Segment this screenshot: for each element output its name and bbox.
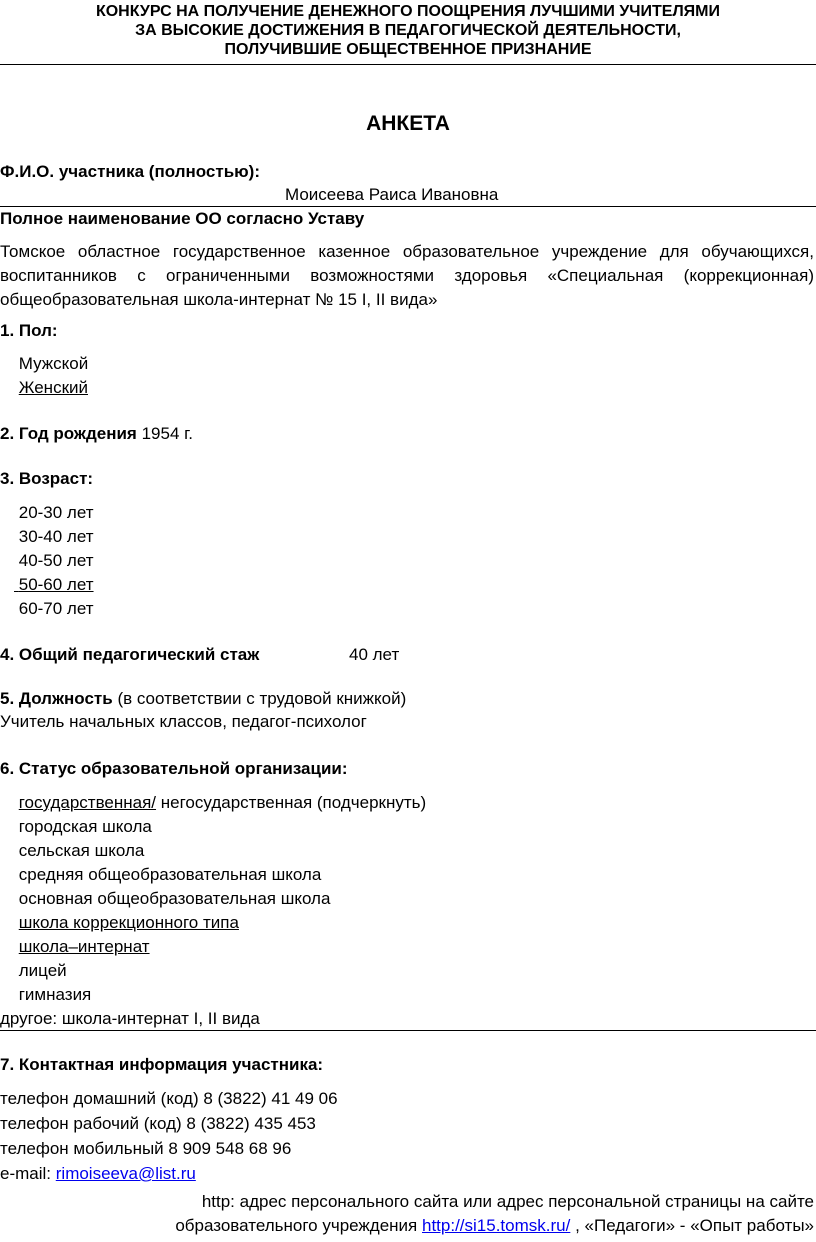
experience-label: 4. Общий педагогический стаж [0, 645, 260, 664]
mobile-phone: телефон мобильный 8 909 548 68 96 [0, 1139, 292, 1158]
status-option-label: городская школа [18, 817, 152, 836]
header-line-3: ПОЛУЧИВШИЕ ОБЩЕСТВЕННОЕ ПРИЗНАНИЕ [224, 41, 592, 58]
age-option-selected[interactable] [0, 573, 94, 597]
birth-year-row [0, 422, 193, 446]
gender-option-label: Мужской [18, 354, 89, 373]
experience-value: 40 лет [349, 645, 400, 664]
status-option-label: лицей [18, 961, 67, 980]
status-option-selected[interactable] [0, 911, 239, 935]
org-name-label: Полное наименование ОО согласно Уставу [0, 209, 365, 228]
form-title: АНКЕТА [366, 112, 450, 135]
work-phone: телефон рабочий (код) 8 (3822) 435 453 [0, 1114, 316, 1133]
org-name-value: Томское областное государственное казенное образовательное учреждение для обучающихся, воспитанников с ограниченными возможностями здоровья «Специальная (коррекционная) общеобразовательная школа-интернат № 15 I, II вида» [0, 242, 814, 309]
birth-year-label: 2. Год рождения [0, 424, 137, 443]
age-option[interactable] [0, 597, 94, 621]
gender-option-label: Женский [18, 378, 88, 397]
site-line-2-suffix: , «Педагоги» - «Опыт работы» [575, 1216, 814, 1235]
email-row [0, 1162, 196, 1186]
position-note: (в соответствии с трудовой книжкой) [117, 689, 407, 708]
status-option[interactable] [0, 887, 330, 911]
status-option[interactable] [0, 983, 91, 1007]
gender-label: 1. Пол: [0, 321, 58, 340]
site-line-1: http: адрес персонального сайта или адрес персональной страницы на сайте [201, 1192, 814, 1211]
email-label: e-mail: [0, 1164, 52, 1183]
fio-value: Моисеева Раиса Ивановна [285, 185, 499, 204]
status-option[interactable] [0, 959, 67, 983]
age-option-label: 60-70 лет [18, 599, 94, 618]
fio-label: Ф.И.О. участника (полностью): [0, 162, 260, 181]
status-other: другое: школа-интернат I, II вида [0, 1009, 260, 1028]
site-line-2 [175, 1214, 814, 1238]
age-option[interactable] [0, 549, 94, 573]
age-option[interactable] [0, 525, 94, 549]
gender-option-female[interactable] [0, 376, 88, 400]
status-option[interactable] [0, 863, 321, 887]
gender-option-male[interactable] [0, 352, 88, 376]
age-option[interactable] [0, 501, 94, 525]
status-option-label: средняя общеобразовательная школа [18, 865, 322, 884]
status-state-selected: государственная/ [18, 793, 157, 812]
header-line-1: КОНКУРС НА ПОЛУЧЕНИЕ ДЕНЕЖНОГО ПООЩРЕНИЯ ЛУЧШИМИ УЧИТЕЛЯМИ [95, 3, 721, 20]
status-option[interactable] [0, 815, 152, 839]
home-phone: телефон домашний (код) 8 (3822) 41 49 06 [0, 1089, 338, 1108]
contacts-label: 7. Контактная информация участника: [0, 1055, 324, 1074]
status-option-label: основная общеобразовательная школа [18, 889, 331, 908]
position-label: 5. Должность [0, 689, 113, 708]
age-option-label: 20-30 лет [18, 503, 94, 522]
status-option-label: сельская школа [18, 841, 145, 860]
status-option-label: школа коррекционного типа [18, 913, 239, 932]
status-option-selected[interactable] [0, 935, 150, 959]
status-state-option[interactable] [0, 791, 426, 815]
position-label-row [0, 687, 406, 711]
status-option-label: гимназия [18, 985, 92, 1004]
age-option-label: 40-50 лет [18, 551, 94, 570]
status-label: 6. Статус образовательной организации: [0, 759, 348, 778]
site-line-2-prefix: образовательного учреждения [175, 1216, 418, 1235]
header-line-2: ЗА ВЫСОКИЕ ДОСТИЖЕНИЯ В ПЕДАГОГИЧЕСКОЙ ДЕЯТЕЛЬНОСТИ, [135, 22, 681, 39]
contest-header [0, 0, 816, 65]
age-label: 3. Возраст: [0, 469, 94, 488]
position-value: Учитель начальных классов, педагог-психолог [0, 712, 367, 731]
status-option-label: школа–интернат [18, 937, 150, 956]
birth-year-value: 1954 г. [141, 424, 193, 443]
site-link[interactable]: http://si15.tomsk.ru/ [422, 1216, 571, 1235]
status-other-underline [0, 1030, 816, 1031]
age-option-label: 30-40 лет [18, 527, 94, 546]
age-option-label: 50-60 лет [18, 575, 94, 594]
status-option[interactable] [0, 839, 144, 863]
status-state-rest: негосударственная (подчеркнуть) [160, 793, 427, 812]
email-link[interactable]: rimoiseeva@list.ru [55, 1164, 196, 1183]
